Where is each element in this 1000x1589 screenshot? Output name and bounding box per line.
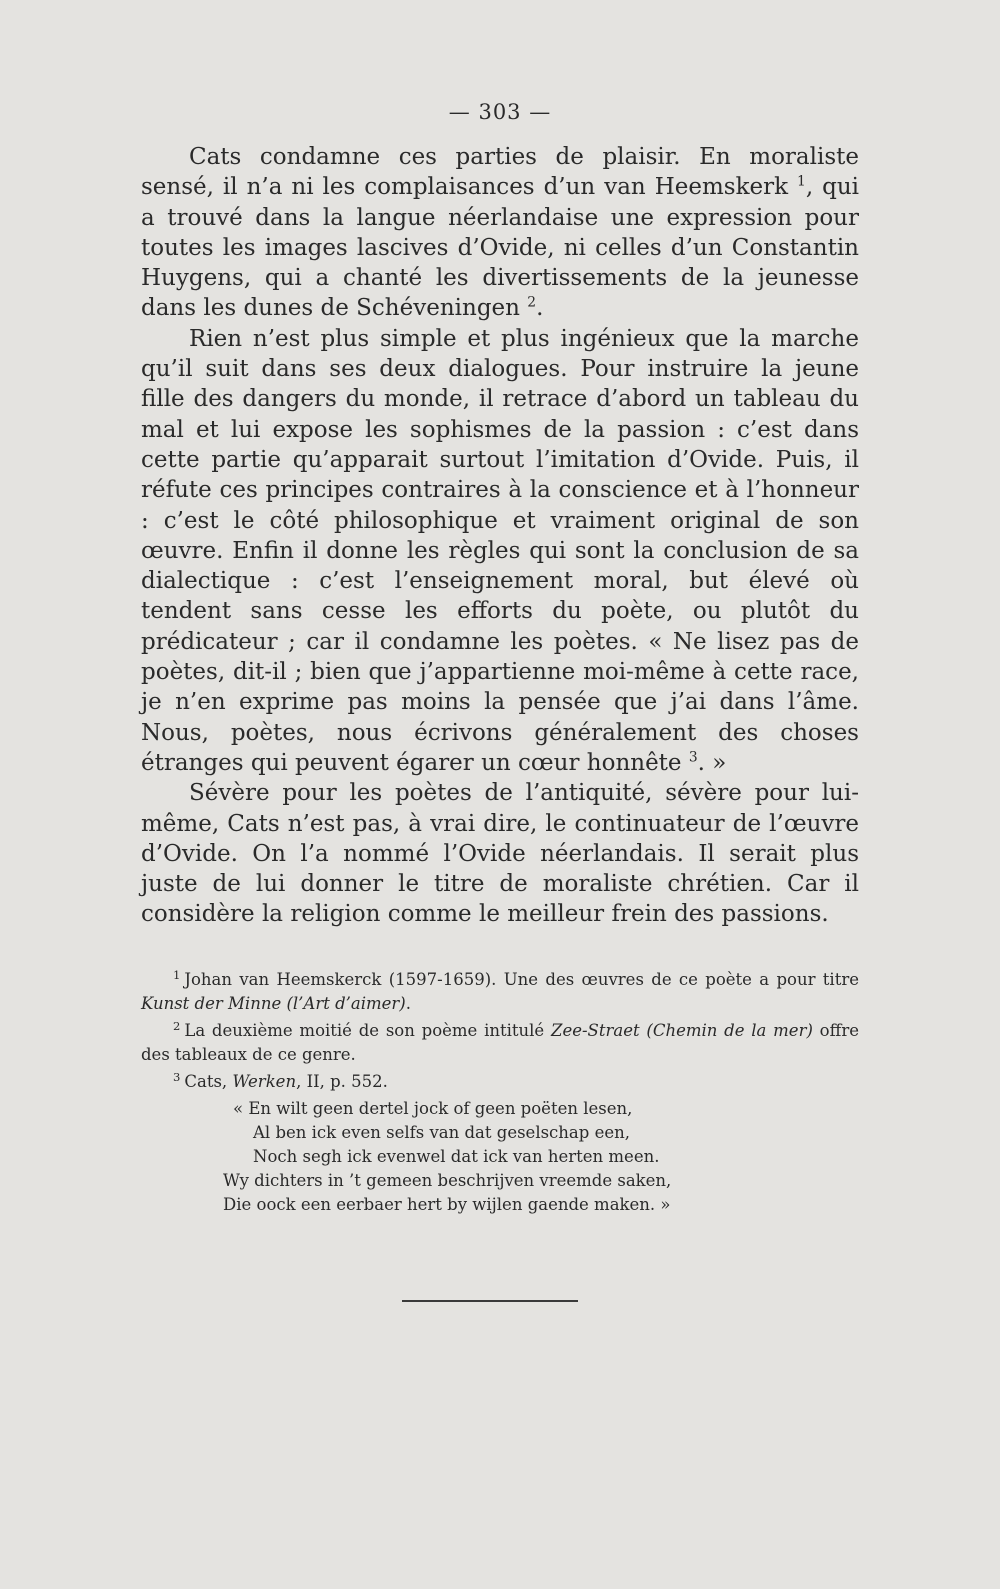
footnote-3 xyxy=(141,1070,859,1094)
poem-line: Wy dichters in ’t gemeen beschrijven vreemde saken, xyxy=(223,1171,672,1190)
footnote-3-italic: Werken xyxy=(232,1072,297,1091)
footnote-ref-3[interactable]: 3 xyxy=(688,749,698,766)
paragraph-3-text: Sévère pour les poètes de l’antiquité, sévère pour luimême, Cats n’est pas, à vrai dire, le continuateur de l’œuvre d’Ovide. On l’a nommé l’Ovide néerlandais. Il serait plus juste de lui donner le titre de moraliste chrétien. Car il considère la religion comme le meilleur frein des passions. xyxy=(141,780,859,928)
poem-line: Noch segh ick evenwel dat ick van herten meen. xyxy=(253,1147,660,1166)
paragraph-1 xyxy=(141,142,859,324)
footnote-1 xyxy=(141,968,859,1016)
paragraph-3 xyxy=(141,778,859,929)
footnote-2-text: La deuxième moitié de son poème intitulé xyxy=(184,1021,551,1040)
paragraph-1-text-end: . xyxy=(536,295,544,322)
poem-line: Die oock een eerbaer hert by wijlen gaende maken. » xyxy=(223,1195,671,1214)
page-number: — 303 — xyxy=(448,100,552,124)
footnote-1-italic: Kunst der Minne (l’Art d’aimer) xyxy=(141,994,406,1013)
footnote-2-end: offre des tableaux de ce genre. xyxy=(141,1021,859,1064)
paragraph-2-text: Rien n’est plus simple et plus ingénieux que la marche qu’il suit dans ses deux dialogues. Pour instruire la jeune fille des dangers du monde, il retrace d’abord un tableau du mal et lui expose les sophismes de la passion : c’est dans cette partie qu’apparait surtout l’imitation d’Ovide. Puis, il réfute ces principes contraires à la conscience et à l’honneur : c’est le côté philosophique et vraiment original de son œuvre. Enfin il donne les règles qui sont la conclusion de sa dialectique : c’est l’enseignement moral, but élevé où tendent sans cesse les efforts du poète, ou plutôt du prédicateur ; car il condamne les poètes. « Ne lisez pas de poètes, dit-il ; bien que j’appartienne moi-même à cette race, je n’en exprime pas moins la pensée que j’ai dans l’âme. Nous, poètes, nous écrivons généralement des choses étranges qui peuvent égarer un cœur honnête xyxy=(141,325,859,776)
footnote-1-marker: 1 xyxy=(173,967,181,982)
paragraph-2 xyxy=(141,324,859,778)
end-rule-divider xyxy=(402,1300,578,1302)
footnote-3-marker: 3 xyxy=(173,1069,181,1084)
poem-line: Al ben ick even selfs van dat geselschap een, xyxy=(253,1123,630,1142)
footnote-2 xyxy=(141,1019,859,1067)
footnote-3-text: Cats, xyxy=(184,1072,233,1091)
main-text xyxy=(141,142,859,930)
footnote-1-text: Johan van Heemskerck (1597-1659). Une des œuvres de ce poète a pour titre xyxy=(184,970,859,989)
footnote-2-marker: 2 xyxy=(173,1018,181,1033)
footnote-2-italic: Zee-Straet (Chemin de la mer) xyxy=(550,1021,813,1040)
footnotes xyxy=(141,968,859,1217)
footnote-ref-1[interactable]: 1 xyxy=(797,173,806,190)
footnote-ref-2[interactable]: 2 xyxy=(527,294,537,311)
quoted-poem xyxy=(223,1097,859,1217)
paragraph-1-text-after: , qui a trouvé dans la langue néerlandaise une expression pour toutes les images lascives d’Ovide, ni celles d’un Constantin Huygens, qui a chanté les divertissements de la jeunesse dans les dunes de Schéveningen xyxy=(141,174,860,322)
footnote-1-end: . xyxy=(405,994,411,1013)
paragraph-1-text: Cats condamne ces parties de plaisir. En moraliste sensé, il n’a ni les complaisances d’un van Heemskerk xyxy=(141,144,859,201)
paragraph-2-text-after: . » xyxy=(697,749,727,776)
poem-line: « En wilt geen dertel jock of geen poëten lesen, xyxy=(233,1099,633,1118)
footnote-3-end: , II, p. 552. xyxy=(296,1072,388,1091)
